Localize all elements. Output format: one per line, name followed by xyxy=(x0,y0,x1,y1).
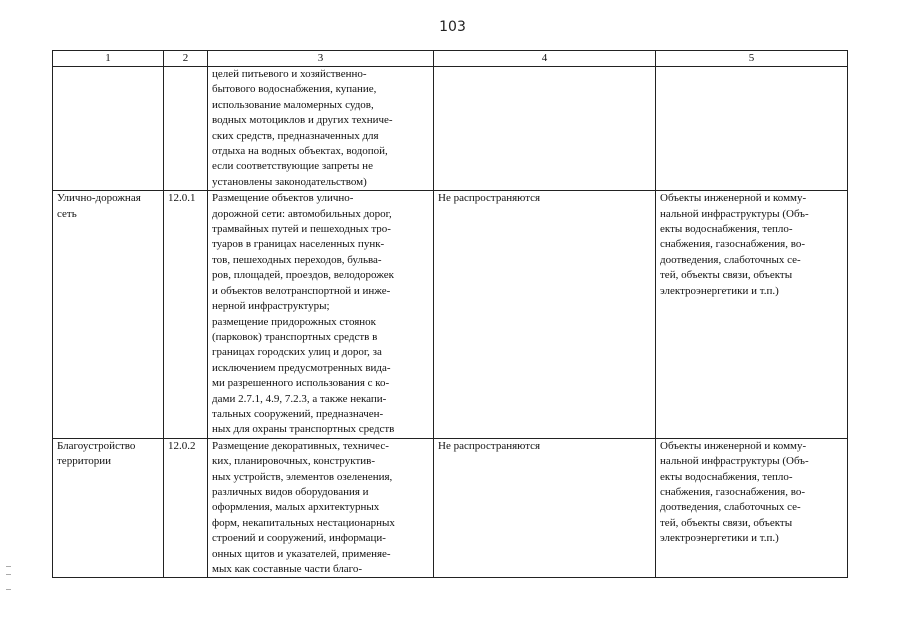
table-row xyxy=(53,438,848,578)
column-header-2: 2 xyxy=(164,51,208,67)
table-header-row xyxy=(53,51,848,67)
row-restrictions-cell: Не распространяются xyxy=(434,438,656,578)
column-header-5: 5 xyxy=(656,51,848,67)
row-description-cell: Размещение декоративных, техничес- ких, планировочных, конструктив- ных устройств, элементов озеленения, различных видов оборудования и оформления, малых архитектурных форм, некапитальных нестационарных строений и сооружений, информаци- онных щитов и указателей, применяе- мых как составные части благо- xyxy=(208,438,434,578)
column-header-1: 1 xyxy=(53,51,164,67)
row-objects-cell: Объекты инженерной и комму- нальной инфраструктуры (Объ- екты водоснабжения, тепло- снабжения, газоснабжения, во- доотведения, слаботочных се- тей, объекты связи, объекты электроэнергетики и т.п.) xyxy=(656,191,848,439)
column-header-4: 4 xyxy=(434,51,656,67)
column-header-3: 3 xyxy=(208,51,434,67)
row-name-cell xyxy=(53,67,164,191)
page-number: 103 xyxy=(439,19,466,35)
row-restrictions-cell: Не распространяются xyxy=(434,191,656,439)
row-objects-cell xyxy=(656,67,848,191)
table-row xyxy=(53,67,848,191)
row-name-cell: Улично-дорожная сеть xyxy=(53,191,164,439)
row-code-cell xyxy=(164,67,208,191)
row-restrictions-cell xyxy=(434,67,656,191)
scan-edge-mark xyxy=(6,566,11,590)
row-objects-cell: Объекты инженерной и комму- нальной инфраструктуры (Объ- екты водоснабжения, тепло- снабжения, газоснабжения, во- доотведения, слаботочных се- тей, объекты связи, объекты электроэнергетики и т.п.) xyxy=(656,438,848,578)
row-description-cell: Размещение объектов улично- дорожной сети: автомобильных дорог, трамвайных путей и пешеходных тро- туаров в границах населенных пунк- тов, пешеходных переходов, бульва- ров, площадей, проездов, велодорожек и объектов велотранспортной и инже- нерной инфраструктуры; размещение придорожных стоянок (парковок) транспортных средств в границах городских улиц и дорог, за исключением предусмотренных вида- ми разрешенного использования с ко- дами 2.7.1, 4.9, 7.2.3, а также некапи- тальных сооружений, предназначен- ных для охраны транспортных средств xyxy=(208,191,434,439)
row-code-cell: 12.0.2 xyxy=(164,438,208,578)
row-name-cell: Благоустройство территории xyxy=(53,438,164,578)
land-use-table xyxy=(52,50,848,578)
row-code-cell: 12.0.1 xyxy=(164,191,208,439)
table-row xyxy=(53,191,848,439)
row-description-cell: целей питьевого и хозяйственно- бытового водоснабжения, купание, использование маломерных судов, водных мотоциклов и других техниче- ских средств, предназначенных для отдыха на водных объектах, водопой, если соответствующие запреты не установлены законодательством) xyxy=(208,67,434,191)
